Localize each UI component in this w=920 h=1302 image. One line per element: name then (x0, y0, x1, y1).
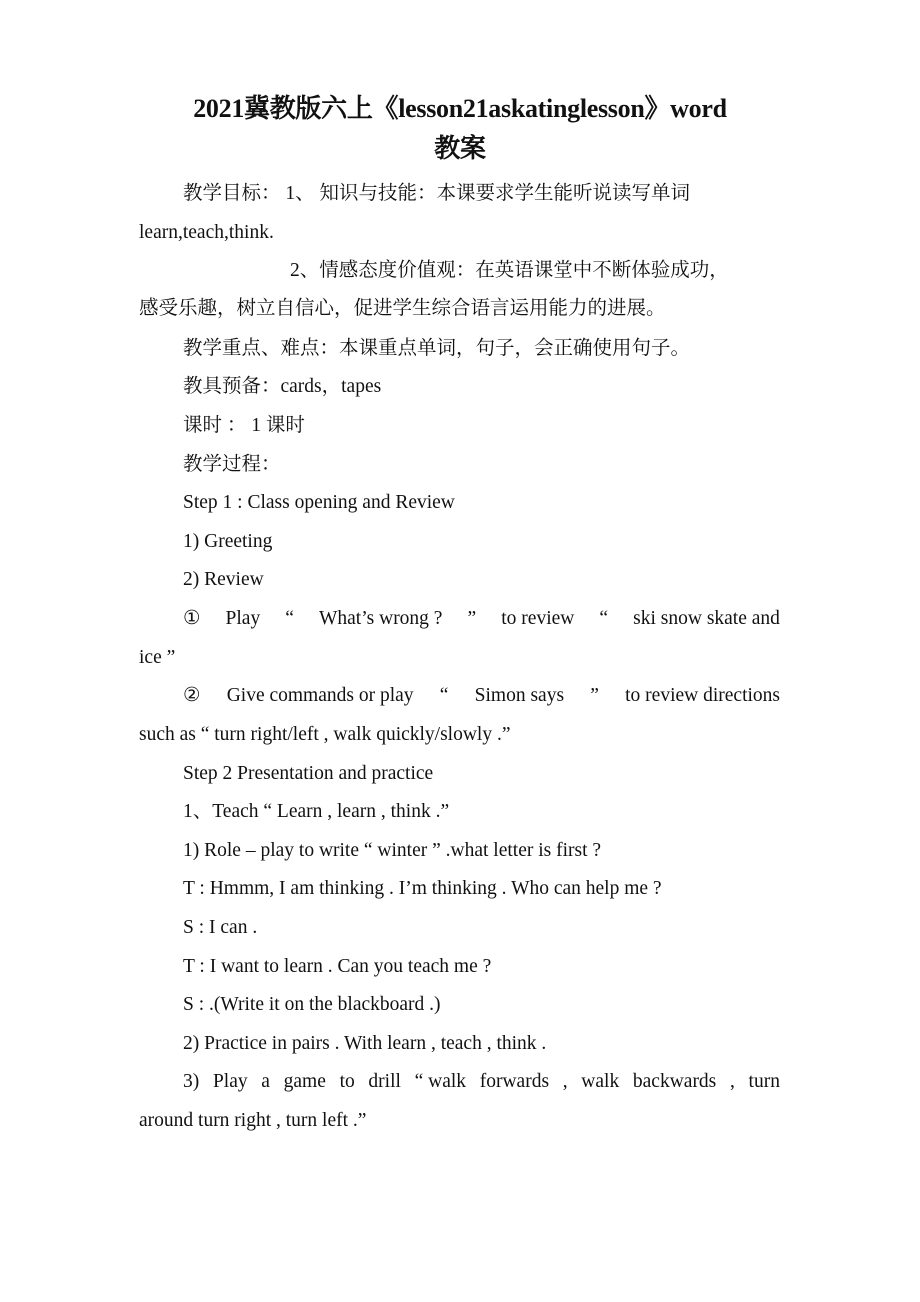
role-play-item: 1) Role – play to write “ winter ” .what letter is first ? (183, 840, 602, 861)
review-activity-2-cont: such as “ turn right/left , walk quickly/slowly .” (139, 724, 511, 745)
review-activity-2-word: ” (590, 685, 599, 706)
review-activity-1-word: “ (285, 608, 294, 629)
game-item-word: game (283, 1071, 326, 1092)
review-activity-1 (183, 605, 780, 633)
review-activity-1-word: ski snow skate and (633, 608, 780, 629)
dialogue-student-2: S : .(Write it on the blackboard .) (183, 994, 441, 1015)
step-2-heading: Step 2 Presentation and practice (183, 763, 434, 784)
step-1-heading: Step 1 : Class opening and Review (183, 492, 455, 513)
game-item-word: forwards (479, 1071, 550, 1092)
game-item-word: 3) (183, 1071, 200, 1092)
dialogue-teacher-1: T : Hmmm, I am thinking . I’m thinking . Who can help me ? (183, 878, 662, 899)
document-title-line-1: 2021冀教版六上《lesson21askatinglesson》word (193, 94, 727, 123)
document-title-line-2: 教案 (434, 134, 486, 163)
game-item-word: Play (212, 1071, 248, 1092)
class-periods: 课时 ： 1 课时 (183, 415, 305, 436)
key-points: 教学重点、难点：本课重点单词，句子，会正确使用句子。 (183, 338, 691, 359)
objectives-line-2: 2、情感态度价值观：在英语课堂中不断体验成功， (290, 260, 729, 281)
objectives-line-2-cont: 感受乐趣，树立自信心，促进学生综合语言运用能力的进展。 (139, 298, 666, 319)
review-item: 2) Review (183, 569, 264, 590)
review-activity-1-word: ” (467, 608, 477, 629)
objectives-line-1: 教学目标： 1、 知识与技能：本课要求学生能听说读写单词 (183, 183, 691, 204)
review-activity-1-word: “ (599, 608, 609, 629)
review-activity-2-word: to review directions (625, 685, 780, 706)
greeting-item: 1) Greeting (183, 531, 273, 552)
review-activity-1-cont: ice ” (139, 647, 176, 668)
review-activity-2 (183, 682, 780, 710)
review-activity-1-word: What’s wrong ? (319, 608, 443, 629)
review-activity-2-word: “ (439, 685, 449, 706)
game-item-word: “ walk (414, 1071, 467, 1092)
game-item-word: walk (581, 1071, 620, 1092)
objectives-line-1-cont: learn,teach,think. (139, 222, 274, 243)
game-item-word: drill (368, 1071, 401, 1092)
game-item-word: turn (748, 1071, 780, 1092)
dialogue-teacher-2: T : I want to learn . Can you teach me ? (183, 956, 492, 977)
review-activity-2-word: Simon says (474, 685, 565, 706)
game-item-word: , (729, 1071, 735, 1092)
teaching-materials: 教具预备：cards，tapes (183, 376, 382, 397)
review-activity-1-word: Play (225, 608, 261, 629)
review-activity-2-word: ② (183, 685, 201, 706)
teaching-process-heading: 教学过程： (183, 454, 281, 475)
game-item (183, 1068, 780, 1096)
review-activity-2-word: Give commands or play (226, 685, 414, 706)
practice-pairs-item: 2) Practice in pairs . With learn , teach , think . (183, 1033, 547, 1054)
dialogue-student-1: S : I can . (183, 917, 258, 938)
game-item-word: a (261, 1071, 270, 1092)
game-item-word: to (339, 1071, 355, 1092)
review-activity-1-word: ① (183, 608, 201, 629)
teach-item: 1、Teach “ Learn , learn , think .” (183, 801, 450, 822)
review-activity-1-word: to review (501, 608, 575, 629)
game-item-cont: around turn right , turn left .” (139, 1110, 367, 1131)
game-item-word: , (562, 1071, 568, 1092)
game-item-word: backwards (632, 1071, 717, 1092)
